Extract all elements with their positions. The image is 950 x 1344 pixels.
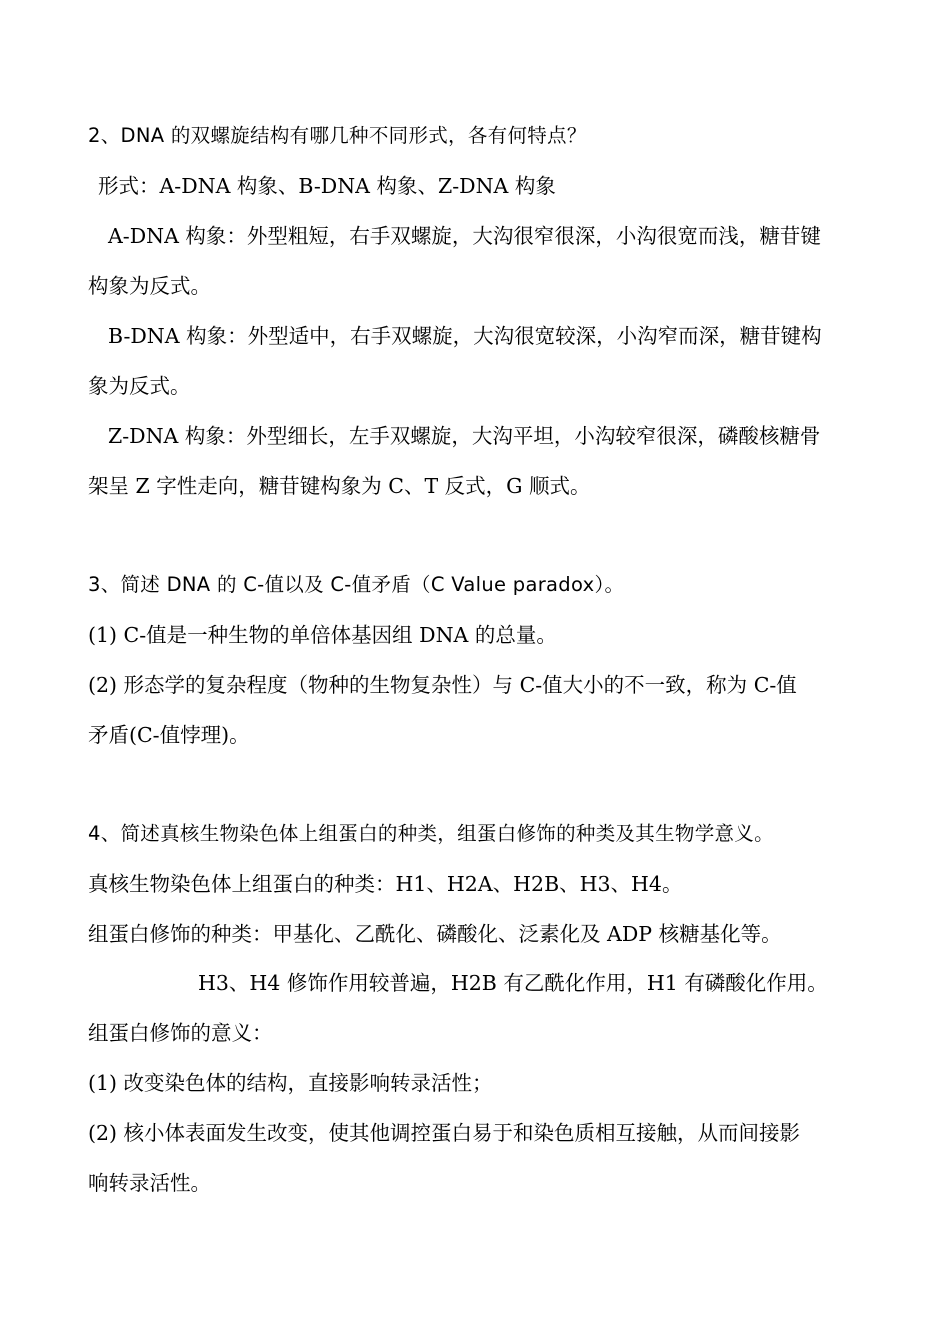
q3-item-2-line-2: 矛盾(C-值悖理)。 <box>88 723 250 747</box>
q4-histone-types: 真核生物染色体上组蛋白的种类：H1、H2A、H2B、H3、H4。 <box>88 872 683 896</box>
question-3-heading: 3、简述 DNA 的 C-值以及 C-值矛盾（C Value paradox）。 <box>88 573 625 596</box>
question-2-heading: 2、DNA 的双螺旋结构有哪几种不同形式，各有何特点？ <box>88 124 587 147</box>
q4-meaning-2-line-2: 响转录活性。 <box>88 1171 211 1195</box>
q4-modification-note: H3、H4 修饰作用较普遍，H2B 有乙酰化作用，H1 有磷酸化作用。 <box>198 971 828 995</box>
question-4-heading: 4、简述真核生物染色体上组蛋白的种类，组蛋白修饰的种类及其生物学意义。 <box>88 822 774 845</box>
q2-adna-line-1: A-DNA 构象：外型粗短，右手双螺旋，大沟很窄很深，小沟很宽而浅，糖苷键 <box>108 224 821 248</box>
q2-zdna-line-1: Z-DNA 构象：外型细长，左手双螺旋，大沟平坦，小沟较窄很深，磷酸核糖骨 <box>108 424 821 448</box>
q2-bdna-line-1: B-DNA 构象：外型适中，右手双螺旋，大沟很宽较深，小沟窄而深，糖苷键构 <box>108 324 822 348</box>
q3-item-2-line-1: (2) 形态学的复杂程度（物种的生物复杂性）与 C-值大小的不一致，称为 C-值 <box>88 673 797 697</box>
q2-bdna-line-2: 象为反式。 <box>88 374 191 398</box>
q4-meaning-2-line-1: (2) 核小体表面发生改变，使其他调控蛋白易于和染色质相互接触，从而间接影 <box>88 1121 801 1145</box>
q4-modification-types: 组蛋白修饰的种类：甲基化、乙酰化、磷酸化、泛素化及 ADP 核糖基化等。 <box>88 922 782 946</box>
q4-meaning-title: 组蛋白修饰的意义： <box>88 1021 273 1045</box>
q2-adna-line-2: 构象为反式。 <box>88 274 211 298</box>
q4-meaning-1: (1) 改变染色体的结构，直接影响转录活性； <box>88 1071 493 1095</box>
q2-zdna-line-2: 架呈 Z 字性走向，糖苷键构象为 C、T 反式，G 顺式。 <box>88 474 591 498</box>
q2-forms: 形式：A-DNA 构象、B-DNA 构象、Z-DNA 构象 <box>98 174 556 198</box>
q3-item-1: (1) C-值是一种生物的单倍体基因组 DNA 的总量。 <box>88 623 557 647</box>
